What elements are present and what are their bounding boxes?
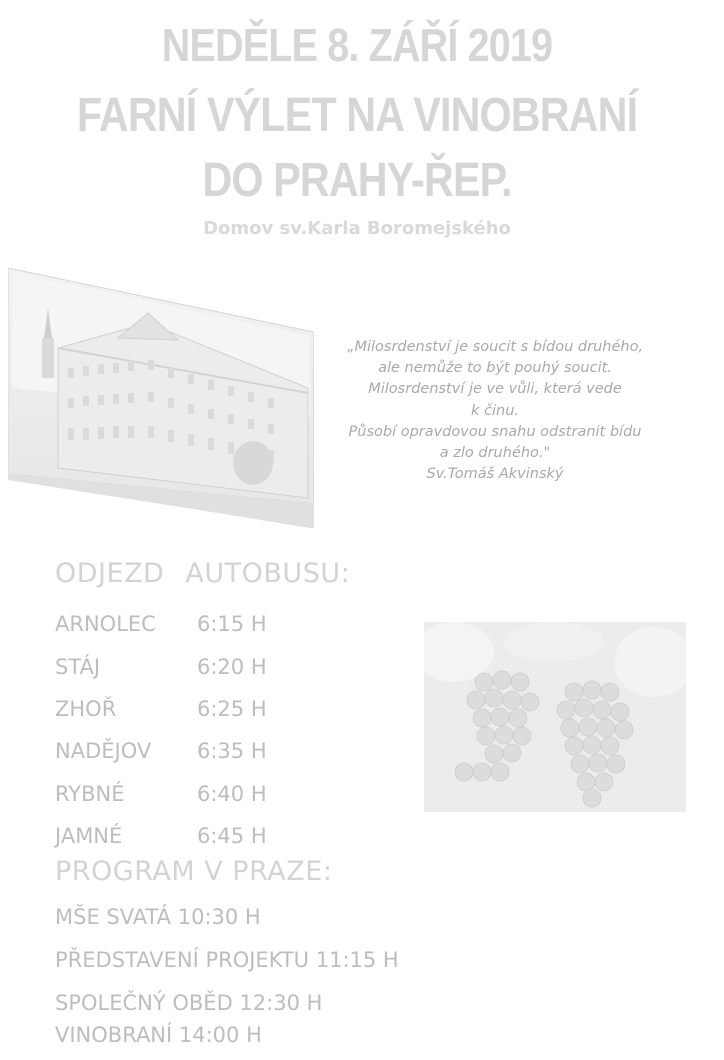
bus-stop-row <box>55 655 267 679</box>
program-item: VINOBRANÍ 14:00 H <box>55 1023 262 1047</box>
program-item: SPOLEČNÝ OBĚD 12:30 H <box>55 991 323 1015</box>
bus-stop-time: 6:15 H <box>197 612 267 636</box>
bus-stop-row <box>55 824 267 848</box>
bus-stop-time: 6:40 H <box>197 782 267 806</box>
event-subtitle: Domov sv.Karla Boromejského <box>203 218 511 239</box>
bus-departure-heading: ODJEZD AUTOBUSU: <box>55 558 351 589</box>
event-date-title: NEDĚLE 8. ZÁŘÍ 2019 <box>161 19 553 71</box>
program-item: PŘEDSTAVENÍ PROJEKTU 11:15 H <box>55 948 399 972</box>
bus-stop-time: 6:35 H <box>197 739 267 763</box>
bus-stop-row <box>55 782 267 806</box>
quote-author: Sv.Tomáš Akvinský <box>426 466 564 483</box>
bus-stop-row <box>55 697 267 721</box>
bus-stop-place: JAMNÉ <box>55 824 123 848</box>
bus-stop-row <box>55 612 267 636</box>
grapes-photo <box>424 622 686 812</box>
building-photo <box>8 268 314 528</box>
quote-line: ale nemůže to být pouhý soucit. <box>378 360 612 377</box>
program-heading: PROGRAM V PRAZE: <box>55 856 333 887</box>
quote-line: Působí opravdovou snahu odstranit bídu <box>348 423 642 440</box>
bus-stop-place: RYBNÉ <box>55 782 125 806</box>
program-item: MŠE SVATÁ 10:30 H <box>55 905 261 929</box>
bus-stop-time: 6:20 H <box>197 655 267 679</box>
bus-stop-time: 6:45 H <box>197 824 267 848</box>
bus-stop-place: ARNOLEC <box>55 612 156 636</box>
bus-stop-place: ZHOŘ <box>55 697 117 721</box>
quote-line: k činu. <box>471 402 519 419</box>
bus-stop-time: 6:25 H <box>197 697 267 721</box>
quote-block <box>322 337 668 485</box>
quote-line: a zlo druhého." <box>439 445 551 462</box>
quote-line: „Milosrdenství je soucit s bídou druhého, <box>346 339 644 355</box>
bus-stop-row <box>55 739 267 763</box>
bus-stop-place: STÁJ <box>55 655 101 679</box>
event-title-line2: DO PRAHY-ŘEP. <box>202 154 512 207</box>
quote-line: Milosrdenství je ve vůli, která vede <box>368 381 622 398</box>
event-title-line1: FARNÍ VÝLET NA VINOBRANÍ <box>76 89 638 142</box>
bus-stop-place: NADĚJOV <box>55 739 152 763</box>
